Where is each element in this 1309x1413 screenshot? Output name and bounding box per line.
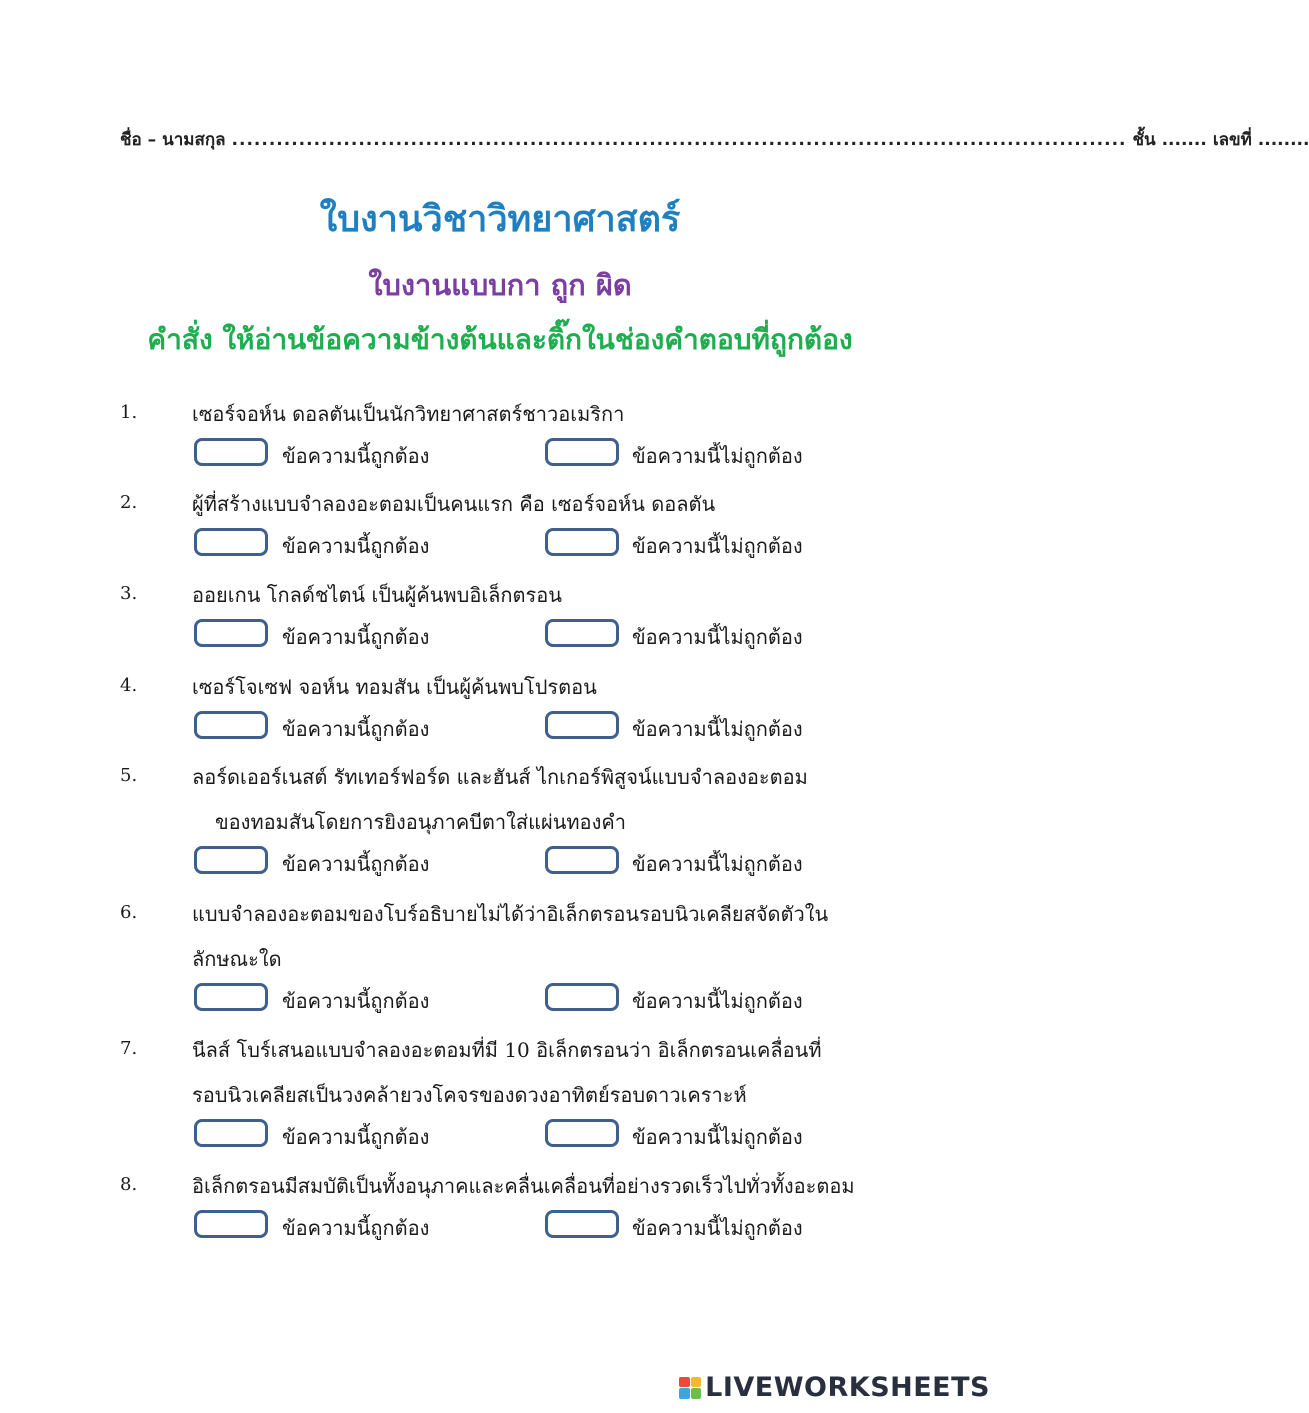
answer-label-true: ข้อความนี้ถูกต้อง xyxy=(282,1216,430,1240)
answer-label-true: ข้อความนี้ถูกต้อง xyxy=(282,989,430,1013)
answer-label-false: ข้อความนี้ไม่ถูกต้อง xyxy=(632,717,803,741)
question-text: ลอร์ดเออร์เนสต์ รัทเทอร์ฟอร์ด และฮันส์ ไกเกอร์พิสูจน์แบบจำลองอะตอม xyxy=(192,765,808,789)
answer-box-true[interactable] xyxy=(194,711,268,739)
question-text: อิเล็กตรอนมีสมบัติเป็นทั้งอนุภาคและคลื่นเคลื่อนที่อย่างรวดเร็วไปทั่วทั้งอะตอม xyxy=(192,1174,855,1198)
answer-box-false[interactable] xyxy=(545,1210,619,1238)
class-label[interactable]: ชั้น ....... xyxy=(1132,130,1207,150)
question-text: ลักษณะใด xyxy=(192,947,282,971)
answer-box-true[interactable] xyxy=(194,1210,268,1238)
answer-label-false: ข้อความนี้ไม่ถูกต้อง xyxy=(632,989,803,1013)
liveworksheets-brand xyxy=(679,1372,990,1403)
answer-label-false: ข้อความนี้ไม่ถูกต้อง xyxy=(632,852,803,876)
question-number: 8. xyxy=(120,1174,138,1195)
worksheet-instruction: คำสั่ง ให้อ่านข้อความข้างต้นและติ๊กในช่องคำตอบที่ถูกต้อง xyxy=(147,323,853,356)
question-number: 5. xyxy=(120,765,138,786)
answer-box-true[interactable] xyxy=(194,528,268,556)
answer-box-true[interactable] xyxy=(194,438,268,466)
number-label[interactable]: เลขที่ ........ xyxy=(1212,130,1309,150)
answer-box-false[interactable] xyxy=(545,983,619,1011)
worksheet-title: ใบงานวิชาวิทยาศาสตร์ xyxy=(319,199,681,240)
question-number: 2. xyxy=(120,492,138,513)
answer-label-false: ข้อความนี้ไม่ถูกต้อง xyxy=(632,1125,803,1149)
answer-label-true: ข้อความนี้ถูกต้อง xyxy=(282,444,430,468)
answer-label-false: ข้อความนี้ไม่ถูกต้อง xyxy=(632,534,803,558)
logo-tile-green xyxy=(691,1388,702,1399)
name-blank[interactable]: ........................................................................................................................ xyxy=(231,130,1127,150)
answer-label-false: ข้อความนี้ไม่ถูกต้อง xyxy=(632,444,803,468)
answer-label-true: ข้อความนี้ถูกต้อง xyxy=(282,717,430,741)
answer-box-true[interactable] xyxy=(194,846,268,874)
logo-tile-red xyxy=(679,1377,690,1388)
answer-box-true[interactable] xyxy=(194,1119,268,1147)
answer-label-true: ข้อความนี้ถูกต้อง xyxy=(282,625,430,649)
answer-box-false[interactable] xyxy=(545,619,619,647)
answer-box-false[interactable] xyxy=(545,711,619,739)
question-number: 6. xyxy=(120,902,138,923)
student-info-line xyxy=(120,126,1309,153)
answer-label-true: ข้อความนี้ถูกต้อง xyxy=(282,852,430,876)
question-text: รอบนิวเคลียสเป็นวงคล้ายวงโคจรของดวงอาทิตย์รอบดาวเคราะห์ xyxy=(192,1083,747,1107)
question-text: ผู้ที่สร้างแบบจำลองอะตอมเป็นคนแรก คือ เซอร์จอห์น ดอลตัน xyxy=(192,492,716,516)
question-text: นีลส์ โบร์เสนอแบบจำลองอะตอมที่มี 10 อิเล็กตรอนว่า อิเล็กตรอนเคลื่อนที่ xyxy=(192,1038,822,1062)
answer-box-false[interactable] xyxy=(545,846,619,874)
brand-text: LIVEWORKSHEETS xyxy=(705,1372,990,1403)
question-number: 1. xyxy=(120,402,138,423)
answer-label-false: ข้อความนี้ไม่ถูกต้อง xyxy=(632,1216,803,1240)
answer-box-false[interactable] xyxy=(545,1119,619,1147)
liveworksheets-logo-icon xyxy=(679,1377,701,1399)
answer-box-true[interactable] xyxy=(194,619,268,647)
question-number: 4. xyxy=(120,675,138,696)
answer-label-true: ข้อความนี้ถูกต้อง xyxy=(282,534,430,558)
question-text: เซอร์โจเซฟ จอห์น ทอมสัน เป็นผู้ค้นพบโปรตอน xyxy=(192,675,597,699)
logo-tile-yellow xyxy=(691,1377,702,1388)
question-text: ของทอมสันโดยการยิงอนุภาคบีตาใส่แผ่นทองคำ xyxy=(215,810,626,834)
question-text: แบบจำลองอะตอมของโบร์อธิบายไม่ได้ว่าอิเล็กตรอนรอบนิวเคลียสจัดตัวใน xyxy=(192,902,829,926)
question-text: เซอร์จอห์น ดอลตันเป็นนักวิทยาศาสตร์ชาวอเมริกา xyxy=(192,402,625,426)
answer-box-false[interactable] xyxy=(545,528,619,556)
question-number: 3. xyxy=(120,583,138,604)
answer-label-true: ข้อความนี้ถูกต้อง xyxy=(282,1125,430,1149)
logo-tile-blue xyxy=(679,1388,690,1399)
answer-label-false: ข้อความนี้ไม่ถูกต้อง xyxy=(632,625,803,649)
worksheet-subtitle: ใบงานแบบกา ถูก ผิด xyxy=(368,268,632,302)
question-number: 7. xyxy=(120,1038,138,1059)
name-label: ชื่อ – นามสกุล xyxy=(120,130,226,150)
answer-box-true[interactable] xyxy=(194,983,268,1011)
answer-box-false[interactable] xyxy=(545,438,619,466)
question-text: ออยเกน โกลด์ชไตน์ เป็นผู้ค้นพบอิเล็กตรอน xyxy=(192,583,562,607)
